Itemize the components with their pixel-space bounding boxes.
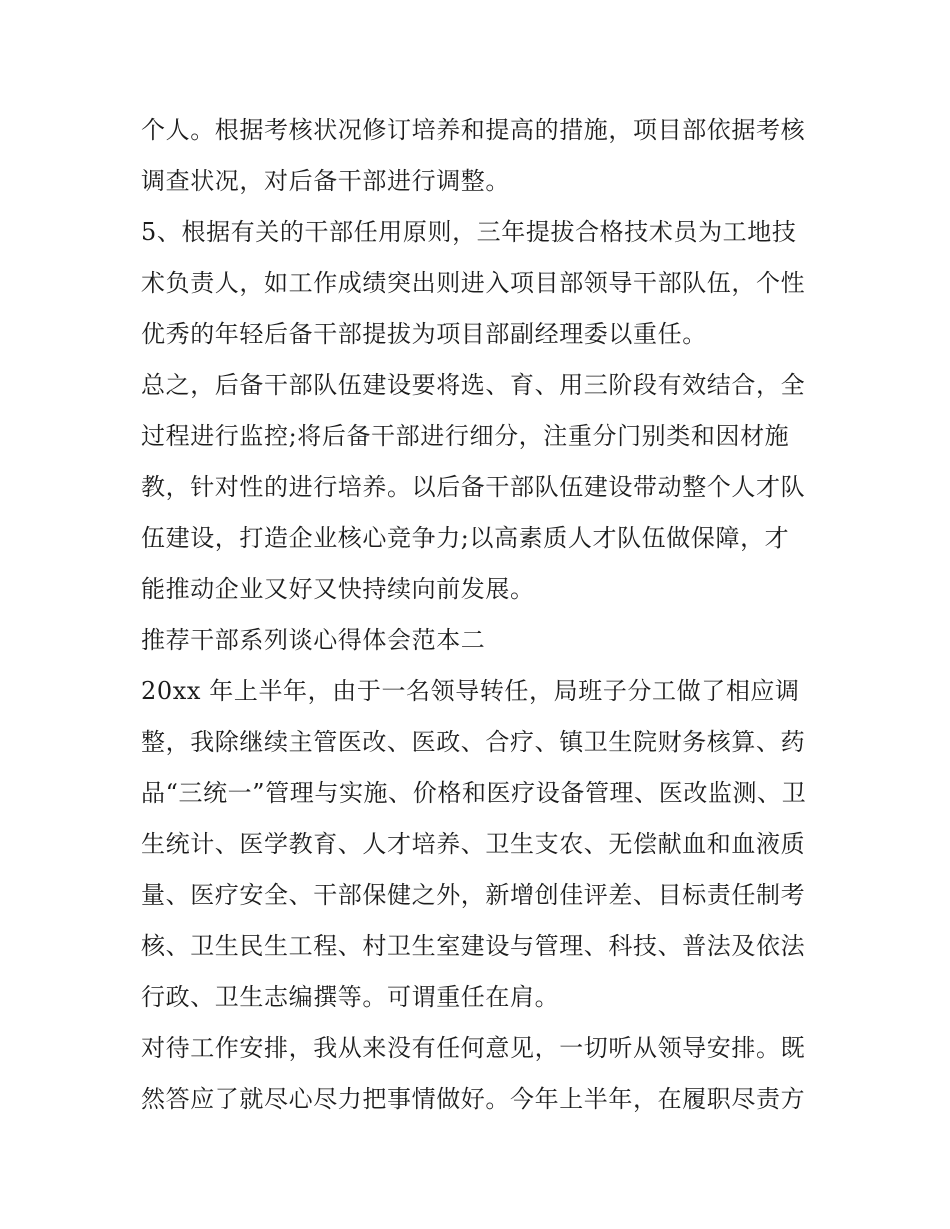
paragraph bbox=[141, 360, 816, 615]
text-line: 术负责人，如工作成绩突出则进入项目部领导干部队伍，个性 bbox=[141, 269, 806, 297]
text-line: 20xx 年上半年，由于一名领导转任，局班子分工做了相应调 bbox=[141, 677, 800, 705]
text-line: 个人。根据考核状况修订培养和提高的措施，项目部依据考核 bbox=[141, 116, 806, 144]
text-line: 生统计、医学教育、人才培养、卫生支农、无偿献血和血液质 bbox=[141, 830, 806, 858]
text-line: 行政、卫生志编撰等。可谓重任在肩。 bbox=[141, 983, 560, 1011]
text-line: 核、卫生民生工程、村卫生室建设与管理、科技、普法及依法 bbox=[141, 932, 806, 960]
paragraph bbox=[141, 207, 816, 360]
text-line: 然答应了就尽心尽力把事情做好。今年上半年，在履职尽责方 bbox=[141, 1085, 806, 1113]
document-body bbox=[141, 105, 816, 1125]
text-line: 优秀的年轻后备干部提拔为项目部副经理委以重任。 bbox=[141, 320, 707, 348]
paragraph bbox=[141, 1023, 816, 1125]
heading-text: 推荐干部系列谈心得体会范本二 bbox=[141, 626, 486, 654]
text-line: 5、根据有关的干部任用原则，三年提拔合格技术员为工地技 bbox=[141, 218, 797, 246]
text-line: 教，针对性的进行培养。以后备干部队伍建设带动整个人才队 bbox=[141, 473, 806, 501]
text-line: 品“三统一”管理与实施、价格和医疗设备管理、医改监测、卫 bbox=[141, 779, 807, 807]
text-line: 量、医疗安全、干部保健之外，新增创佳评差、目标责任制考 bbox=[141, 881, 806, 909]
text-line: 能推动企业又好又快持续向前发展。 bbox=[141, 575, 535, 603]
text-line: 整，我除继续主管医改、医政、合疗、镇卫生院财务核算、药 bbox=[141, 728, 806, 756]
text-line: 过程进行监控;将后备干部进行细分，注重分门别类和因材施 bbox=[141, 422, 790, 450]
text-line: 对待工作安排，我从来没有任何意见，一切听从领导安排。既 bbox=[141, 1034, 806, 1062]
paragraph bbox=[141, 666, 816, 1023]
text-line: 总之，后备干部队伍建设要将选、育、用三阶段有效结合，全 bbox=[141, 371, 806, 399]
text-line: 调查状况，对后备干部进行调整。 bbox=[141, 167, 510, 195]
text-line: 伍建设，打造企业核心竞争力;以高素质人才队伍做保障，才 bbox=[141, 524, 790, 552]
section-heading bbox=[141, 615, 816, 666]
paragraph bbox=[141, 105, 816, 207]
